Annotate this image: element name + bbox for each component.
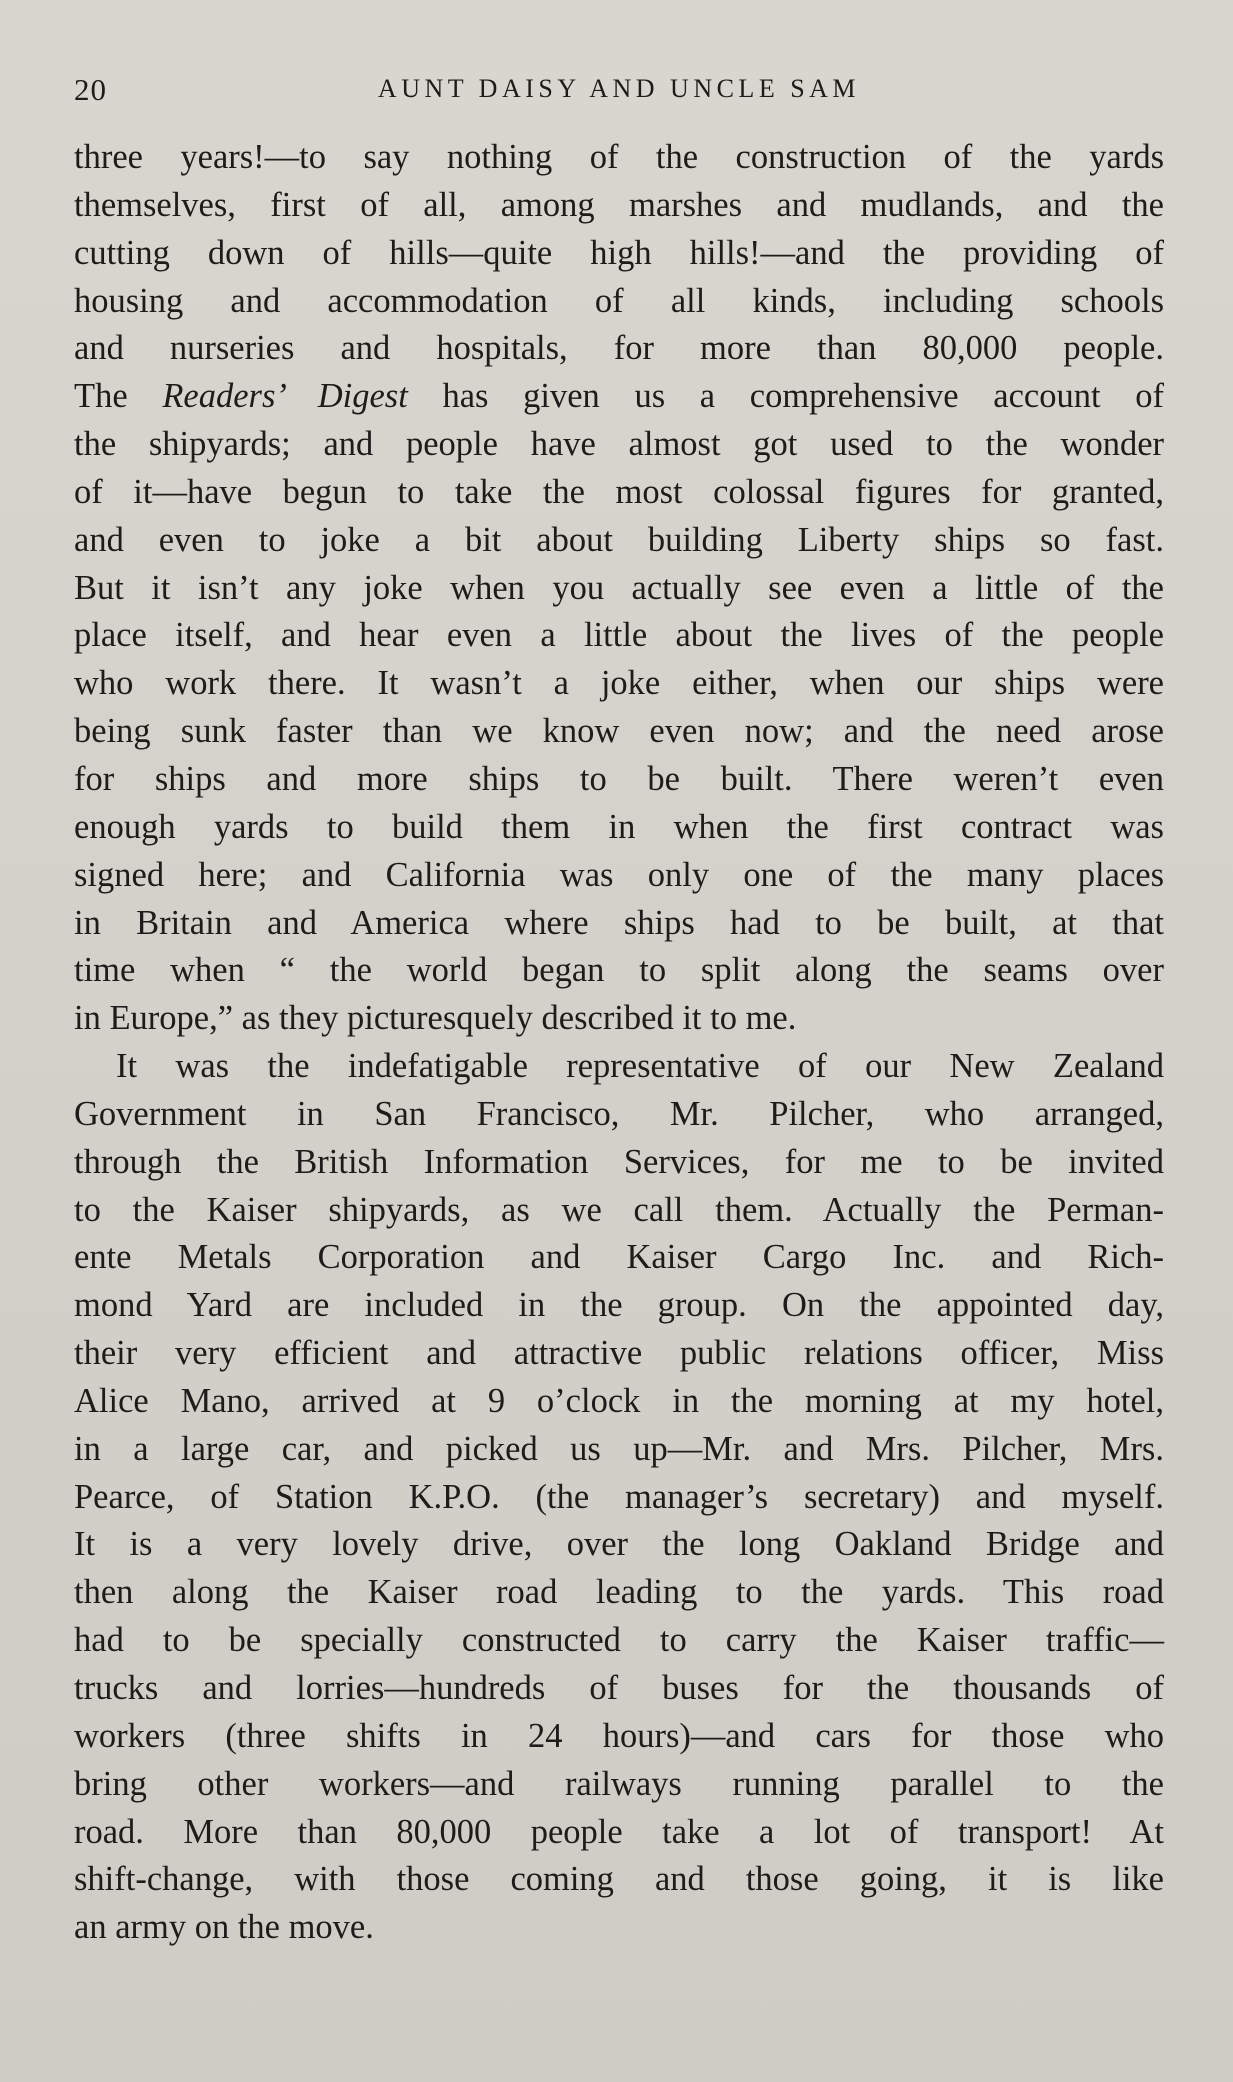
text-line: three years!—to say nothing of the construction of the yards — [74, 138, 1164, 176]
text-line: being sunk faster than we know even now; and the need arose — [74, 712, 1164, 751]
text-run: has given us a comprehensive account of — [407, 377, 1164, 416]
text-line: road. More than 80,000 people take a lot of transport! At — [74, 1812, 1164, 1851]
text-line: in a large car, and picked us up—Mr. and Mrs. Pilcher, Mrs. — [74, 1429, 1164, 1468]
text-line: who work there. It wasn’t a joke either, when our ships were — [74, 664, 1164, 703]
text-line: cutting down of hills—quite high hills!—and the providing of — [74, 233, 1164, 272]
text-line: of it—have begun to take the most colossal figures for granted, — [74, 472, 1164, 511]
text-line: then along the Kaiser road leading to the yards. This road — [74, 1573, 1164, 1612]
text-line: It is a very lovely drive, over the long Oakland Bridge and — [74, 1525, 1164, 1564]
publication-title: Readers’ Digest — [162, 377, 408, 416]
text-line: to the Kaiser shipyards, as we call them. Actually the Perman- — [74, 1190, 1164, 1229]
text-line: in Europe,” as they picturesquely described it to me. — [74, 999, 797, 1038]
text-line: shift-change, with those coming and those going, it is like — [74, 1860, 1164, 1899]
text-line: and even to joke a bit about building Liberty ships so fast. — [74, 520, 1164, 559]
text-line: Government in San Francisco, Mr. Pilcher, who arranged, — [74, 1094, 1164, 1133]
text-line: But it isn’t any joke when you actually see even a little of the — [74, 568, 1164, 607]
text-line: through the British Information Services, for me to be invited — [74, 1142, 1164, 1181]
text-line: time when “ the world began to split along the seams over — [74, 951, 1164, 990]
text-line: the shipyards; and people have almost got used to the wonder — [74, 425, 1164, 464]
text-line: Alice Mano, arrived at 9 o’clock in the morning at my hotel, — [74, 1381, 1164, 1420]
text-line: ente Metals Corporation and Kaiser Cargo Inc. and Rich- — [74, 1238, 1164, 1277]
page-header — [74, 72, 1164, 116]
text-line: had to be specially constructed to carry the Kaiser traffic— — [74, 1621, 1164, 1660]
text-line: their very efficient and attractive public relations officer, Miss — [74, 1334, 1164, 1373]
page-number: 20 — [74, 72, 107, 107]
text-line: signed here; and California was only one of the many places — [74, 855, 1164, 894]
text-line: workers (three shifts in 24 hours)—and cars for those who — [74, 1716, 1164, 1755]
text-line: and nurseries and hospitals, for more than 80,000 people. — [74, 329, 1164, 368]
body-text — [74, 134, 1164, 1952]
text-line: enough yards to build them in when the first contract was — [74, 807, 1164, 846]
text-line — [74, 373, 1164, 421]
text-line: bring other workers—and railways running parallel to the — [74, 1764, 1164, 1803]
text-line: for ships and more ships to be built. There weren’t even — [74, 759, 1164, 798]
text-line: mond Yard are included in the group. On the appointed day, — [74, 1286, 1164, 1325]
text-line: Pearce, of Station K.P.O. (the manager’s secretary) and myself. — [74, 1477, 1164, 1516]
text-run: The — [74, 377, 163, 416]
text-line: It was the indefatigable representative of our New Zealand — [116, 1047, 1164, 1086]
running-title: AUNT DAISY AND UNCLE SAM — [377, 74, 861, 103]
text-line: in Britain and America where ships had to be built, at that — [74, 903, 1164, 942]
text-line: an army on the move. — [74, 1908, 374, 1947]
text-line: place itself, and hear even a little about the lives of the people — [74, 616, 1164, 655]
text-line: themselves, first of all, among marshes and mudlands, and the — [74, 185, 1164, 224]
text-line: housing and accommodation of all kinds, including schools — [74, 281, 1164, 320]
text-line: trucks and lorries—hundreds of buses for the thousands of — [74, 1669, 1164, 1707]
